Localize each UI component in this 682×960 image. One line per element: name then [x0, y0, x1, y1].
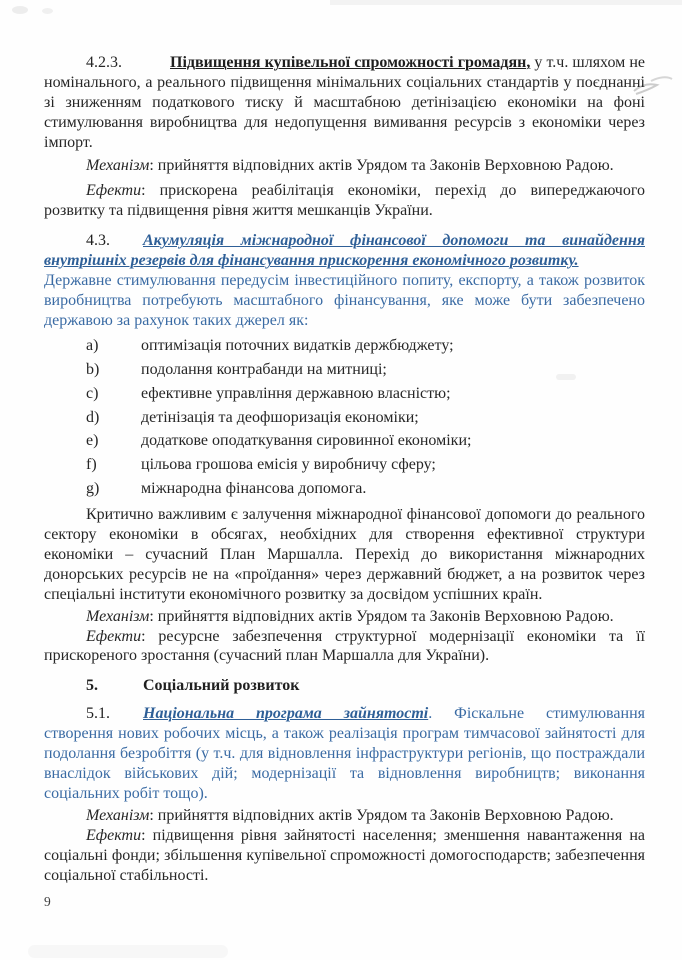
section-4-3-number: 4.3.	[86, 232, 110, 250]
section-5-1-body: . Фіскальне стимулювання створення нових робочих місць, а також реалізація програм тимчасової зайнятості для подолання безробіття (у т.ч. для відновлення інфраструктури регіонів, що постраждали внаслідок військових дій; модернізації та відновлення виробництв; виконання соціальних робіт тощо).	[44, 705, 645, 802]
list-item-g	[44, 479, 645, 499]
mechanism-text: : прийняття відповідних актів Урядом та Законів Верховною Радою.	[149, 607, 614, 625]
list-item-letter: a)	[86, 336, 99, 354]
scan-smudge-artifact	[42, 8, 53, 14]
mechanism-label: Механізм	[86, 156, 150, 174]
list-item-letter: b)	[86, 360, 100, 378]
scan-smudge-artifact	[12, 6, 28, 14]
effects-paragraph	[44, 627, 645, 667]
list-item-letter: e)	[86, 432, 99, 450]
list-item-c	[44, 384, 645, 404]
section-5-1-paragraph	[44, 704, 645, 804]
list-item-text: ефективне управління державною власністю;	[141, 384, 451, 402]
section-4-3-heading	[44, 231, 645, 271]
list-item-text: додаткове оподаткування сировинної економіки;	[141, 432, 472, 450]
list-item-a	[44, 336, 645, 356]
effects-text: : ресурсне забезпечення структурної модернізації економіки та її прискореного зростання (сучасний план Маршалла для України).	[44, 627, 645, 665]
section-4-2-3-body: у т.ч. шляхом не номінального, а реального підвищення мінімальних соціальних стандартів у поєднанні зі зниженням податкового тиску й масштабною детінізацією економіки на фоні стимулювання виробництва для недопущення вимивання ресурсів з економіки через імпорт.	[44, 54, 646, 151]
list-item-f	[44, 455, 645, 475]
section-4-3-title: Акумуляція міжнародної фінансової допомоги та винайдення внутрішніх резервів для фінансування прискорення економічного розвитку.	[44, 232, 645, 270]
section-4-2-3-number: 4.2.3.	[86, 54, 122, 71]
effects-paragraph	[44, 826, 645, 886]
list-item-letter: g)	[86, 480, 100, 498]
list-item-text: подолання контрабанди на митниці;	[141, 360, 387, 378]
page-number: 9	[44, 894, 51, 910]
section-5-1-title: Національна програма зайнятості	[143, 705, 429, 723]
mechanism-label: Механізм	[86, 806, 150, 824]
mechanism-text: : прийняття відповідних актів Урядом та Законів Верховною Радою.	[149, 156, 614, 174]
list-item-letter: f)	[86, 456, 97, 474]
effects-label: Ефекти	[86, 627, 142, 645]
list-item-text: детінізація та деофшоризація економіки;	[141, 408, 419, 426]
section-5-heading	[44, 676, 645, 696]
effects-text: : підвищення рівня зайнятості населення; зменшення навантаження на соціальні фонди; збільшення купівельної спроможності домогосподарств; забезпечення соціальної стабільності.	[44, 826, 645, 884]
effects-label: Ефекти	[86, 826, 142, 844]
section-5-1-number: 5.1.	[86, 705, 110, 723]
scan-edge-artifact	[330, 0, 682, 5]
section-4-2-3-title: Підвищення купівельної спроможності громадян,	[170, 54, 531, 71]
mechanism-paragraph	[44, 806, 645, 826]
page-content	[44, 53, 645, 912]
list-item-letter: d)	[86, 408, 100, 426]
mechanism-paragraph	[44, 156, 645, 176]
list-item-letter: c)	[86, 384, 99, 402]
mechanism-text: : прийняття відповідних актів Урядом та Законів Верховною Радою.	[149, 806, 614, 824]
effects-paragraph	[44, 181, 645, 221]
section-5-number: 5.	[86, 677, 98, 695]
list-item-text: міжнародна фінансова допомога.	[141, 480, 367, 498]
list-item-d	[44, 408, 645, 428]
mechanism-paragraph	[44, 607, 645, 627]
section-4-2-3-paragraph	[44, 53, 645, 153]
effects-label: Ефекти	[86, 182, 142, 200]
section-4-3-lead: Державне стимулювання передусім інвестиційного попиту, експорту, а також розвиток виробництва потребують масштабного фінансування, яке може бути забезпечено державою за рахунок таких джерел як:	[44, 272, 645, 329]
effects-text: : прискорена реабілітація економіки, перехід до випереджаючого розвитку та підвищення рівня життя мешканців України.	[44, 182, 645, 220]
scan-shadow-artifact	[28, 945, 228, 958]
mechanism-label: Механізм	[86, 607, 150, 625]
list-item-text: оптимізація поточних видатків держбюджету;	[141, 336, 454, 354]
list-item-e	[44, 431, 645, 451]
section-5-title: Соціальний розвиток	[143, 677, 300, 695]
list-item-b	[44, 360, 645, 380]
list-item-text: цільова грошова емісія у виробничу сферу;	[141, 456, 436, 474]
section-4-3-paragraph: Критично важливим є залучення міжнародної фінансової допомоги до реального сектору економіки в обсягах, необхідних для створення ефективної структури економіки – сучасний План Маршалла. Перехід до використання міжнародних донорських ресурсів не на «проїдання» через державний бюджет, а на розвиток через спеціальні інститути економічного розвитку за досвідом успішних країн.	[44, 506, 645, 603]
